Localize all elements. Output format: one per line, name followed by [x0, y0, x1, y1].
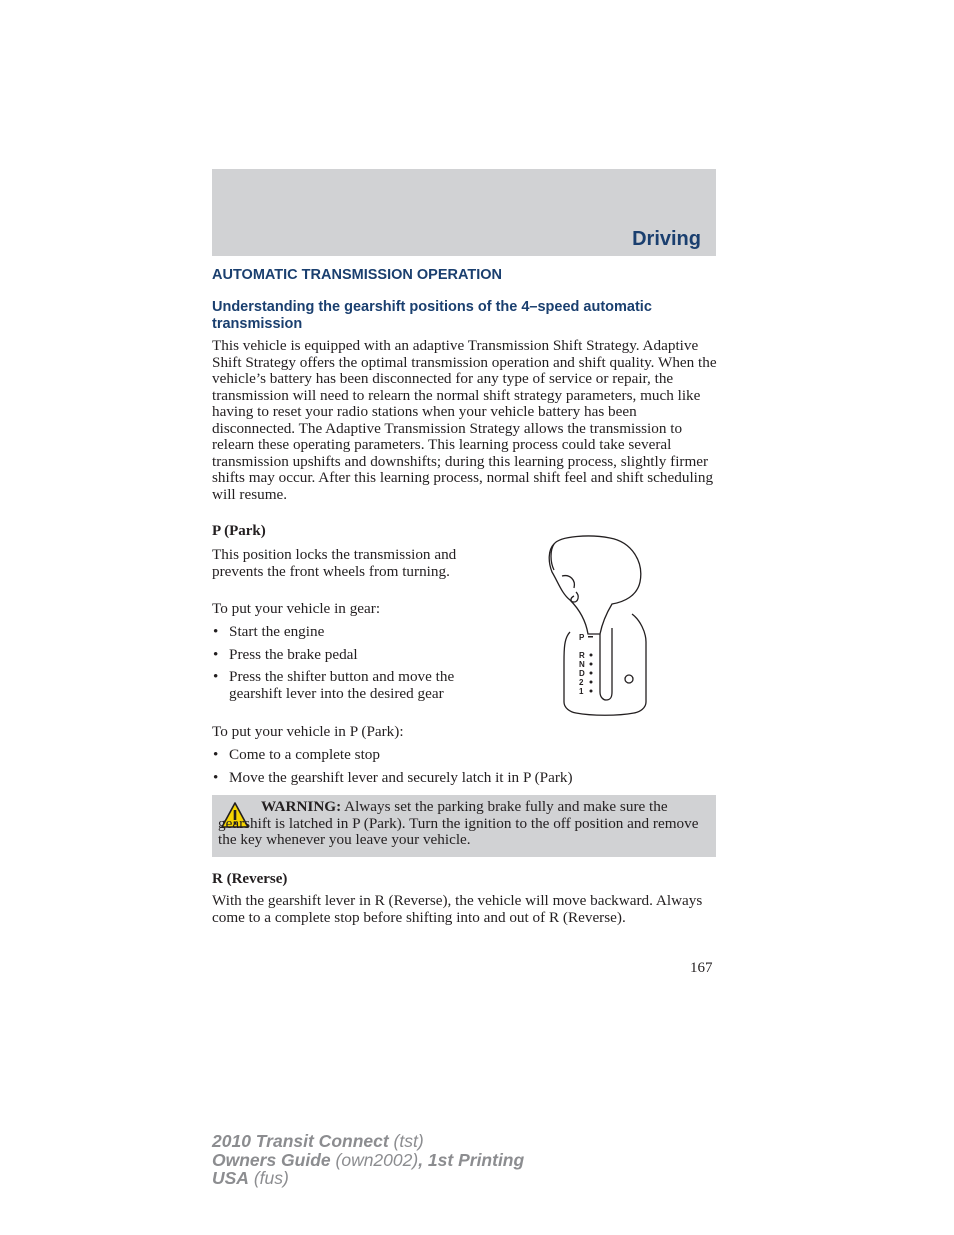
intro-paragraph: This vehicle is equipped with an adaptive Transmission Shift Strategy. Adaptive Shift Strategy offers the optimal transmission operation and shift quality. When the vehicle’s battery has been disconnected for any type of service or repair, the transmission will need to relearn the normal shift strategy parameters, much like having to reset your radio stations when your vehicle battery has been disconnected. The Adaptive Transmission Strategy allows the transmission to relearn these operating parameters. This learning process could take several transmission upshifts and downshifts; during this learning process, slightly firmer shifts may occur. After this learning process, normal shift feel and shift scheduling will resume. — [212, 337, 717, 503]
gear-intro: To put your vehicle in gear: — [212, 600, 381, 617]
park-description: This position locks the transmission and prevents the front wheels from turning. — [212, 546, 457, 580]
footer-model-code: (tst) — [388, 1131, 424, 1151]
list-item: • Move the gearshift lever and securely latch it in P (Park) — [212, 770, 716, 787]
section-title: Driving — [632, 228, 701, 250]
list-item: • Start the engine — [212, 624, 472, 641]
gear-label-d: D — [579, 669, 585, 678]
page-number: 167 — [690, 960, 713, 976]
page-heading: AUTOMATIC TRANSMISSION OPERATION — [212, 267, 502, 283]
section-header-band — [212, 169, 716, 256]
list-item: • Press the shifter button and move the gearshift lever into the desired gear — [212, 669, 472, 702]
footer-market: USA — [212, 1168, 249, 1188]
reverse-text: With the gearshift lever in R (Reverse), the vehicle will move backward. Always come to a complete stop before shifting into and out of R (Reverse). — [212, 892, 703, 926]
footer-guide: Owners Guide — [212, 1149, 331, 1170]
park-steps-list — [212, 747, 716, 786]
reverse-title: R (Reverse) — [212, 871, 288, 887]
gear-label-1: 1 — [579, 687, 584, 696]
footer-guide-code: (own2002) — [330, 1149, 419, 1170]
gear-label-2: 2 — [579, 678, 584, 687]
warning-box — [212, 795, 716, 857]
gear-steps-list — [212, 624, 472, 702]
gear-label-r: R — [579, 651, 585, 660]
gear-label-n: N — [579, 660, 585, 669]
park-intro: To put your vehicle in P (Park): — [212, 723, 404, 740]
list-item: • Press the brake pedal — [212, 647, 472, 664]
gearshift-illustration — [540, 532, 660, 722]
footer-market-code: (fus) — [248, 1168, 289, 1188]
park-title: P (Park) — [212, 523, 266, 539]
footer-printing: , 1st Printing — [418, 1149, 525, 1170]
subheading: Understanding the gearshift positions of the 4–speed automatic transmission — [212, 299, 652, 332]
warning-label: WARNING: — [261, 798, 342, 815]
footer-model: 2010 Transit Connect — [212, 1131, 389, 1151]
list-item: • Come to a complete stop — [212, 747, 716, 764]
warning-text: Always set the parking brake fully and make sure the gearshift is latched in P (Park). Turn the ignition to the off position and remove the key whenever you leave your vehicle. — [218, 798, 699, 848]
gear-label-p: P — [579, 633, 585, 642]
footer-imprint — [212, 1132, 524, 1188]
